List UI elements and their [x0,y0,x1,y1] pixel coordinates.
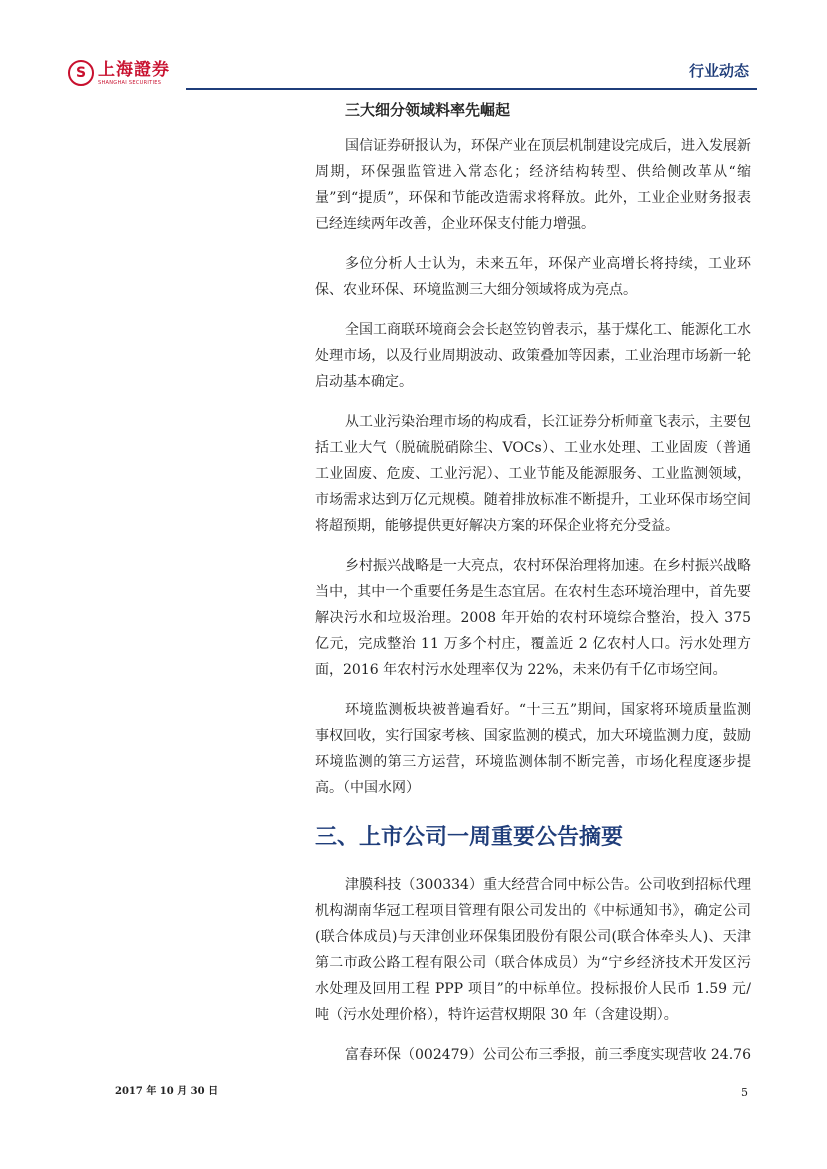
article-paragraph: 乡村振兴战略是一大亮点，农村环保治理将加速。在乡村振兴战略当中，其中一个重要任务是生态宜居。在农村生态环境治理中，首先要解决污水和垃圾治理。2008 年开始的农村环境综合整治，投入 375 亿元，完成整治 11 万多个村庄，覆盖近 2 亿农村人口。污水处理方面，2016 年农村污水处理率仅为 22%，未来仍有千亿市场空间。 [315,558,751,678]
report-date: 2017 年 10 月 30 日 [115,1086,219,1097]
header-divider [186,88,757,90]
company-logo [68,58,186,88]
report-category-title: 行业动态 [688,62,749,80]
logo-chinese-name: 上海證券 [98,59,170,80]
logo-text [98,61,170,86]
logo-english-name: SHANGHAI SECURITIES [98,79,162,86]
article-body [315,97,751,801]
page-number: 5 [741,1086,748,1099]
article-paragraph: 全国工商联环境商会会长赵笠钧曾表示，基于煤化工、能源化工水处理市场，以及行业周期波动、政策叠加等因素，工业治理市场新一轮启动基本确定。 [315,322,751,390]
announcement-body [315,872,751,1068]
announcement-paragraph: 津膜科技（300334）重大经营合同中标公告。公司收到招标代理机构湖南华冠工程项目管理有限公司发出的《中标通知书》，确定公司(联合体成员)与天津创业环保集团股份有限公司(联合体牵头人)、天津第二市政公路工程有限公司（联合体成员）为“宁乡经济技术开发区污水处理及回用工程 PPP 项目”的中标单位。投标报价人民币 1.59 元/吨（污水处理价格），特许运营权期限 30 年（含建设期）。 [315,877,751,1023]
section-title: 三、上市公司一周重要公告摘要 [315,825,624,850]
article-paragraph: 多位分析人士认为，未来五年，环保产业高增长将持续，工业环保、农业环保、环境监测三大细分领域将成为亮点。 [315,256,751,298]
article-paragraph: 环境监测板块被普遍看好。“十三五”期间，国家将环境质量监测事权回收，实行国家考核、国家监测的模式，加大环境监测力度，鼓励环境监测的第三方运营，环境监测体制不断完善，市场化程度逐步提高。（中国水网） [315,702,751,796]
article-paragraph: 从工业污染治理市场的构成看，长江证券分析师童飞表示，主要包括工业大气（脱硫脱硝除尘、VOCs）、工业水处理、工业固废（普通工业固废、危废、工业污泥）、工业节能及能源服务、工业监测领域，市场需求达到万亿元规模。随着排放标准不断提升，工业环保市场空间将超预期，能够提供更好解决方案的环保企业将充分受益。 [315,414,751,534]
article-subheading: 三大细分领域料率先崛起 [345,101,511,119]
article-paragraph: 国信证券研报认为，环保产业在顶层机制建设完成后，进入发展新周期，环保强监管进入常态化；经济结构转型、供给侧改革从“缩量”到“提质”，环保和节能改造需求将释放。此外，工业企业财务报表已经连续两年改善，企业环保支付能力增强。 [315,138,751,232]
logo-mark-icon: S [68,60,94,86]
announcement-paragraph: 富春环保（002479）公司公布三季报，前三季度实现营收 24.76 [345,1047,751,1063]
